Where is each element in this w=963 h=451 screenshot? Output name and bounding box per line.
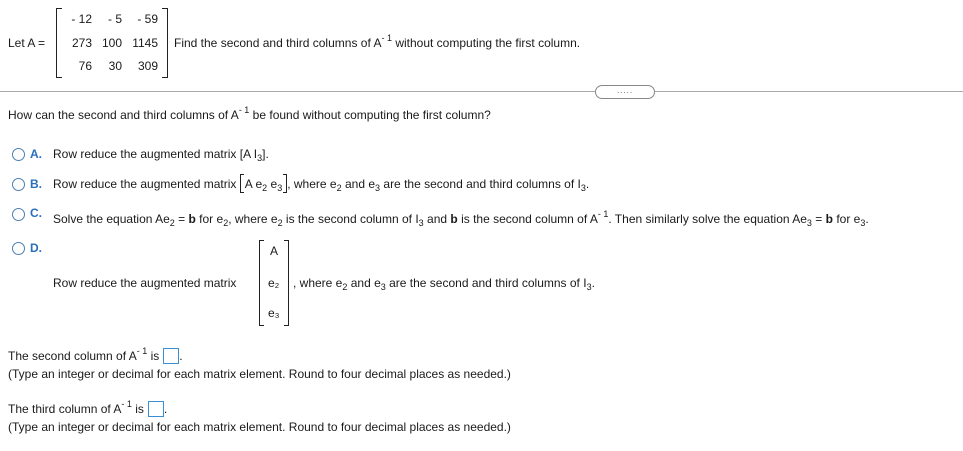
c-is-second: is the second column of I bbox=[285, 212, 419, 226]
matrix-cell: - 5 bbox=[107, 12, 122, 26]
d-and: and e bbox=[350, 276, 381, 290]
subscript: 2 bbox=[277, 218, 283, 228]
e-label: e bbox=[368, 177, 376, 191]
c-where: , where e bbox=[228, 212, 278, 226]
c-eq: = bbox=[178, 212, 186, 226]
option-d-column-matrix bbox=[259, 240, 289, 326]
and-label: and bbox=[344, 177, 365, 191]
option-d-text bbox=[293, 276, 595, 290]
c-b-vector: b bbox=[450, 212, 458, 226]
option-b-matrix bbox=[240, 177, 287, 191]
third-hint: (Type an integer or decimal for each matrix element. Round to four decimal places as needed.) bbox=[8, 420, 511, 434]
option-a-post: ]. bbox=[262, 147, 269, 161]
matrix-cell: 100 bbox=[101, 36, 122, 50]
radio-option-b[interactable] bbox=[12, 178, 25, 191]
question-pre: How can the second and third columns of A bbox=[8, 108, 239, 122]
subscript: 3 bbox=[806, 218, 812, 228]
subscript: 3 bbox=[580, 183, 586, 193]
c-solve: Solve the equation Ae bbox=[53, 212, 170, 226]
third-column-answer: The third column of $A^{- 1}$ is . bbox=[8, 399, 168, 416]
matrix-cell: - 12 bbox=[71, 12, 92, 26]
instruction-pre: Find the second and third columns of A bbox=[174, 36, 382, 50]
option-b-end: . bbox=[585, 177, 590, 191]
matrix-row bbox=[56, 36, 168, 50]
subscript: 3 bbox=[277, 183, 283, 193]
c-b-vector: b bbox=[825, 212, 833, 226]
e-label: e bbox=[270, 177, 278, 191]
matrix-cell: 273 bbox=[71, 36, 92, 50]
subscript: 2 bbox=[336, 183, 342, 193]
matrix-row bbox=[56, 12, 168, 26]
d-where: , where e bbox=[293, 276, 343, 290]
subscript: 3 bbox=[257, 153, 263, 163]
matrix-a-label: A bbox=[244, 177, 253, 191]
let-label: Let A = bbox=[8, 36, 46, 50]
bracket-left bbox=[259, 240, 264, 326]
matrix-row bbox=[56, 59, 168, 73]
bracket-right bbox=[283, 174, 287, 193]
option-b-post: are the second and third columns of I bbox=[383, 177, 581, 191]
option-a-letter: A. bbox=[30, 147, 42, 161]
c-for: for e bbox=[199, 212, 224, 226]
matrix-cell: 76 bbox=[78, 59, 92, 73]
bracket-right bbox=[284, 240, 289, 326]
inverse-superscript: - 1 bbox=[121, 399, 132, 409]
matrix-a bbox=[56, 8, 168, 78]
c-and: and bbox=[427, 212, 448, 226]
expand-button[interactable]: ..... bbox=[595, 85, 655, 99]
subscript: 2 bbox=[342, 282, 348, 292]
column-entry: e₃ bbox=[268, 306, 280, 320]
c-is-second-col: is the second column of A bbox=[461, 212, 598, 226]
problem-instruction bbox=[174, 33, 581, 50]
e-label: e bbox=[255, 177, 263, 191]
second-is: is bbox=[150, 349, 160, 363]
c-then: . Then similarly solve the equation Ae bbox=[608, 212, 807, 226]
c-end: . bbox=[865, 212, 869, 226]
second-column-input[interactable] bbox=[163, 348, 179, 364]
c-eq: = bbox=[815, 212, 823, 226]
option-b-letter: B. bbox=[30, 177, 42, 191]
subscript: 3 bbox=[860, 218, 866, 228]
inverse-superscript: - 1 bbox=[381, 33, 392, 43]
d-post: are the second and third columns of I bbox=[389, 276, 587, 290]
radio-option-d[interactable] bbox=[12, 242, 25, 255]
option-b-text bbox=[53, 177, 589, 191]
c-for2: for e bbox=[836, 212, 861, 226]
subscript: 3 bbox=[418, 218, 424, 228]
matrix-cell: 309 bbox=[137, 59, 158, 73]
matrix-cell: 30 bbox=[108, 59, 122, 73]
column-entry: e₂ bbox=[268, 276, 280, 290]
option-a-pre: Row reduce the augmented matrix [A I bbox=[53, 147, 258, 161]
subscript: 2 bbox=[169, 218, 175, 228]
radio-option-c[interactable] bbox=[12, 208, 25, 221]
option-b-where: , where bbox=[287, 177, 327, 191]
option-d-pre: Row reduce the augmented matrix bbox=[53, 276, 237, 290]
matrix-cell: 1145 bbox=[132, 36, 158, 50]
subscript: 3 bbox=[375, 183, 381, 193]
option-a-text bbox=[53, 147, 269, 161]
instruction-post: without computing the first column. bbox=[395, 36, 581, 50]
subscript: 2 bbox=[262, 183, 268, 193]
third-is: is bbox=[135, 402, 144, 416]
subscript: 2 bbox=[223, 218, 229, 228]
inverse-superscript: - 1 bbox=[597, 209, 609, 219]
question-text bbox=[8, 105, 491, 122]
d-end: . bbox=[591, 276, 595, 290]
third-pre: The third column of A bbox=[8, 402, 122, 416]
bracket-left bbox=[240, 174, 244, 193]
question-post: be found without computing the first column? bbox=[252, 108, 491, 122]
c-b-vector: b bbox=[188, 212, 196, 226]
column-entry: A bbox=[270, 244, 279, 258]
third-column-input[interactable] bbox=[148, 401, 164, 417]
second-hint: (Type an integer or decimal for each matrix element. Round to four decimal places as needed.) bbox=[8, 367, 511, 381]
option-d-letter: D. bbox=[30, 241, 42, 255]
option-b-pre: Row reduce the augmented matrix bbox=[53, 177, 237, 191]
radio-option-a[interactable] bbox=[12, 148, 25, 161]
inverse-superscript: - 1 bbox=[238, 105, 250, 115]
subscript: 3 bbox=[586, 282, 592, 292]
e-label: e bbox=[329, 177, 337, 191]
subscript: 3 bbox=[380, 282, 386, 292]
option-c-letter: C. bbox=[30, 206, 42, 220]
matrix-cell: - 59 bbox=[137, 12, 158, 26]
section-divider bbox=[0, 91, 963, 92]
option-c-text bbox=[53, 209, 869, 228]
inverse-superscript: - 1 bbox=[136, 346, 148, 356]
second-column-answer: The second column of $A^{- 1}$ is . bbox=[8, 346, 183, 363]
second-pre: The second column of A bbox=[8, 349, 137, 363]
